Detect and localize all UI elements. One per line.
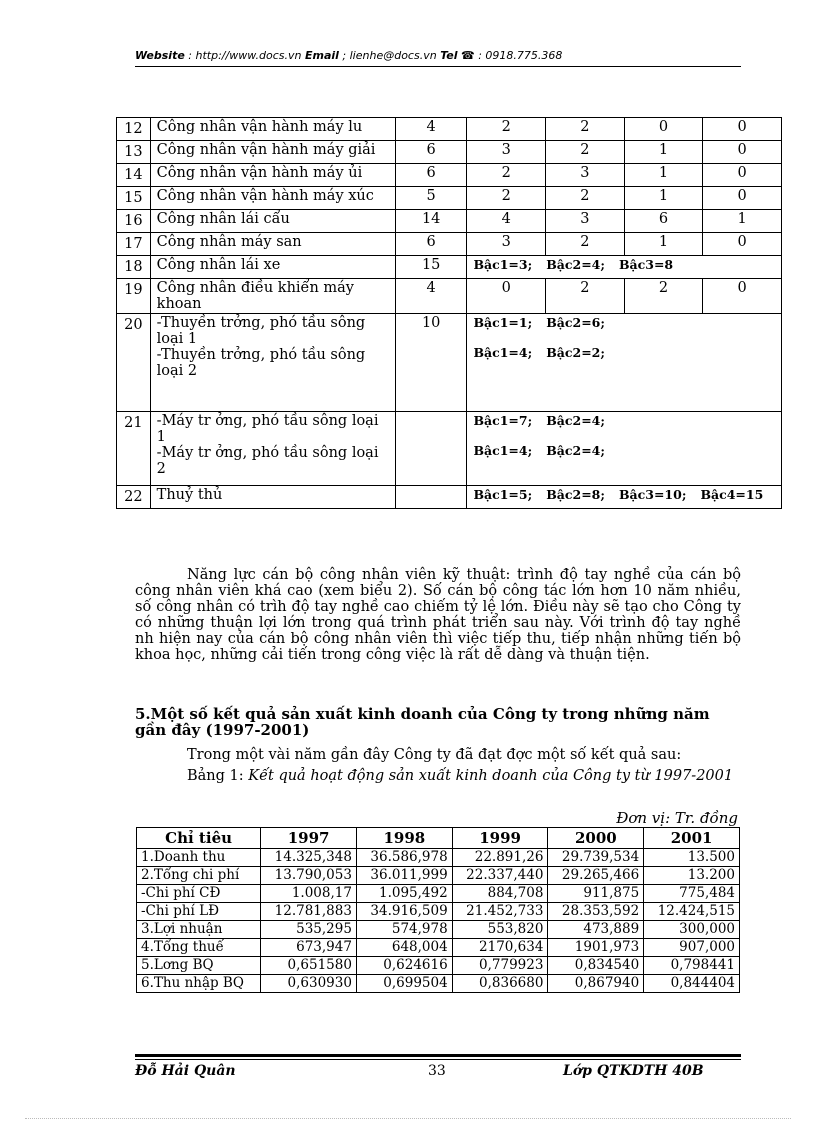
footer-rule <box>135 1054 741 1057</box>
column-header: 2000 <box>548 828 644 849</box>
table-row <box>117 164 782 187</box>
job-title: Công nhân lái xe <box>150 256 395 279</box>
total-cell: 15 <box>395 256 467 279</box>
level-1: Bậc1=1; <box>473 315 533 330</box>
job-title-line: -Máy tr ởng, phó tầu sông loại 1 <box>156 413 379 445</box>
page-number: 33 <box>428 1063 446 1079</box>
row-number: 14 <box>117 164 151 187</box>
level-cell: 3 <box>546 164 625 187</box>
value-cell: 0,624616 <box>356 957 452 975</box>
job-title <box>150 412 395 486</box>
total-cell: 14 <box>395 210 467 233</box>
level-cell: 0 <box>703 141 782 164</box>
results-table <box>136 827 740 993</box>
level-cell: 2 <box>624 279 703 314</box>
table-caption <box>135 768 741 784</box>
table-row <box>117 210 782 233</box>
value-cell: 0,834540 <box>548 957 644 975</box>
table-row <box>117 187 782 210</box>
table-row <box>137 957 740 975</box>
column-header: 2001 <box>644 828 740 849</box>
level-1: Bậc1=3; <box>473 257 533 272</box>
total-cell <box>395 412 467 486</box>
total-cell: 4 <box>395 279 467 314</box>
table-row <box>117 256 782 279</box>
tel-label: Tel <box>440 49 458 62</box>
job-title-line: -Thuyền trởng, phó tầu sông loại 2 <box>156 347 366 379</box>
row-label: 6.Thu nhập BQ <box>137 975 261 993</box>
job-title: Công nhân vận hành máy xúc <box>150 187 395 210</box>
row-label: 1.Doanh thu <box>137 849 261 867</box>
level-cell: 0 <box>703 164 782 187</box>
unit-label: Đơn vị: Tr. đồng <box>616 809 738 827</box>
page-edge-divider <box>25 1118 791 1119</box>
total-cell: 5 <box>395 187 467 210</box>
job-title: Công nhân điều khiển máy khoan <box>150 279 395 314</box>
level-summary <box>467 256 782 279</box>
level-1: Bậc1=4; <box>473 443 533 458</box>
section-heading: 5.Một số kết quả sản xuất kinh doanh của Công ty trong những năm gần đây (1997-2001) <box>135 705 710 739</box>
value-cell: 22.891,26 <box>452 849 548 867</box>
level-cell: 2 <box>467 118 546 141</box>
level-cell: 4 <box>467 210 546 233</box>
skill-level-table <box>116 117 782 509</box>
level-cell: 2 <box>546 118 625 141</box>
table-row <box>117 279 782 314</box>
column-header: 1999 <box>452 828 548 849</box>
row-number: 12 <box>117 118 151 141</box>
value-cell: 28.353,592 <box>548 903 644 921</box>
page-header <box>135 49 562 62</box>
row-label: 2.Tổng chi phí <box>137 867 261 885</box>
value-cell: 1.095,492 <box>356 885 452 903</box>
website-value[interactable]: : http://www.docs.vn <box>184 49 305 62</box>
footer-author: Đỗ Hải Quân <box>135 1063 236 1079</box>
row-label: 5.Lơng BQ <box>137 957 261 975</box>
table-header-row <box>137 828 740 849</box>
level-cell: 0 <box>703 118 782 141</box>
value-cell: 1.008,17 <box>261 885 357 903</box>
total-cell: 6 <box>395 233 467 256</box>
table-row <box>117 486 782 509</box>
row-label: 4.Tổng thuế <box>137 939 261 957</box>
total-cell: 6 <box>395 141 467 164</box>
row-label: -Chi phí LĐ <box>137 903 261 921</box>
value-cell: 0,699504 <box>356 975 452 993</box>
value-cell: 2170,634 <box>452 939 548 957</box>
value-cell: 36.586,978 <box>356 849 452 867</box>
level-cell: 6 <box>624 210 703 233</box>
value-cell: 13.200 <box>644 867 740 885</box>
level-cell: 2 <box>546 187 625 210</box>
total-cell: 10 <box>395 314 467 412</box>
intro-sentence: Trong một vài năm gần đây Công ty đã đạt đợc một số kết quả sau: <box>187 747 682 763</box>
level-cell: 2 <box>546 141 625 164</box>
level-2: Bậc2=4; <box>546 257 605 272</box>
tel-value: ☎ : 0918.775.368 <box>457 49 563 62</box>
footer-rule-thin <box>135 1059 741 1060</box>
table-row <box>137 921 740 939</box>
value-cell: 29.739,534 <box>548 849 644 867</box>
level-summary <box>467 314 782 412</box>
email-value[interactable]: ; lienhe@docs.vn <box>338 49 441 62</box>
value-cell: 13.500 <box>644 849 740 867</box>
value-cell: 0,779923 <box>452 957 548 975</box>
level-summary <box>467 486 782 509</box>
website-label: Website <box>135 49 185 62</box>
level-cell: 0 <box>703 233 782 256</box>
value-cell: 12.424,515 <box>644 903 740 921</box>
level-1: Bậc1=7; <box>473 413 533 428</box>
row-number: 22 <box>117 486 151 509</box>
level-2: Bậc2=4; <box>546 443 605 458</box>
value-cell: 574,978 <box>356 921 452 939</box>
level-cell: 2 <box>467 187 546 210</box>
value-cell: 907,000 <box>644 939 740 957</box>
level-cell: 3 <box>467 233 546 256</box>
value-cell: 13.790,053 <box>261 867 357 885</box>
value-cell: 34.916,509 <box>356 903 452 921</box>
table-row <box>117 118 782 141</box>
level-cell: 0 <box>467 279 546 314</box>
value-cell: 1901,973 <box>548 939 644 957</box>
table-row <box>137 849 740 867</box>
level-summary <box>467 412 782 486</box>
level-cell: 1 <box>624 187 703 210</box>
value-cell: 0,798441 <box>644 957 740 975</box>
level-3: Bậc3=8 <box>618 257 674 272</box>
total-cell: 6 <box>395 164 467 187</box>
level-2: Bậc2=6; <box>546 315 605 330</box>
level-cell: 2 <box>546 279 625 314</box>
level-cell: 2 <box>467 164 546 187</box>
table-row <box>137 903 740 921</box>
table-row <box>117 233 782 256</box>
job-title: Công nhân lái cẩu <box>150 210 395 233</box>
row-number: 21 <box>117 412 151 486</box>
footer-class: Lớp QTKDTH 40B <box>563 1063 704 1079</box>
row-number: 20 <box>117 314 151 412</box>
job-title: Công nhân máy san <box>150 233 395 256</box>
level-cell: 0 <box>703 279 782 314</box>
level-cell: 0 <box>703 187 782 210</box>
table-row <box>117 412 782 486</box>
value-cell: 535,295 <box>261 921 357 939</box>
row-number: 19 <box>117 279 151 314</box>
value-cell: 14.325,348 <box>261 849 357 867</box>
column-header: Chỉ tiêu <box>137 828 261 849</box>
level-2: Bậc2=4; <box>546 413 605 428</box>
table-row <box>137 867 740 885</box>
value-cell: 473,889 <box>548 921 644 939</box>
column-header: 1998 <box>356 828 452 849</box>
body-paragraph: Năng lực cán bộ công nhân viên kỹ thuật: trình độ tay nghề của cán bộ công nhân viên khá cao (xem biểu 2). Số cán bộ công tác lớn hơn 10 năm nhiều, số công nhân có trìh độ tay nghề cao chiếm tỷ lệ lớn. Điều này sẽ tạo cho Công ty có những thuận lợi lớn trong quá trình phát triển sau này. Với trình độ tay nghề nh hiện nay của cán bộ công nhân viên thì việc tiếp thu, tiếp nhận những tiến bộ khoa học, những cải tiến trong công việc là rất dễ dàng và thuận tiện. <box>135 567 741 663</box>
job-title <box>150 314 395 412</box>
total-cell <box>395 486 467 509</box>
value-cell: 0,651580 <box>261 957 357 975</box>
level-1: Bậc1=4; <box>473 345 533 360</box>
table-row <box>137 885 740 903</box>
job-title: Công nhân vận hành máy giải <box>150 141 395 164</box>
value-cell: 553,820 <box>452 921 548 939</box>
value-cell: 300,000 <box>644 921 740 939</box>
value-cell: 36.011,999 <box>356 867 452 885</box>
job-title-line: -Thuyền trởng, phó tầu sông loại 1 <box>156 315 366 347</box>
table-row <box>137 975 740 993</box>
table-row <box>117 141 782 164</box>
value-cell: 884,708 <box>452 885 548 903</box>
value-cell: 0,630930 <box>261 975 357 993</box>
job-title-line: -Máy tr ởng, phó tầu sông loại 2 <box>156 445 379 477</box>
level-4: Bậc4=15 <box>700 487 764 502</box>
caption-label: Bảng 1: <box>187 768 249 784</box>
skill-level-table-body <box>117 118 782 509</box>
email-label: Email <box>304 49 339 62</box>
table-row <box>117 314 782 412</box>
value-cell: 0,867940 <box>548 975 644 993</box>
value-cell: 21.452,733 <box>452 903 548 921</box>
value-cell: 22.337,440 <box>452 867 548 885</box>
level-cell: 1 <box>624 164 703 187</box>
value-cell: 12.781,883 <box>261 903 357 921</box>
job-title: Công nhân vận hành máy lu <box>150 118 395 141</box>
column-header: 1997 <box>261 828 357 849</box>
value-cell: 673,947 <box>261 939 357 957</box>
row-number: 18 <box>117 256 151 279</box>
caption-title: Kết quả hoạt động sản xuất kinh doanh của Công ty từ 1997-2001 <box>248 768 734 784</box>
row-number: 17 <box>117 233 151 256</box>
job-title: Thuỷ thủ <box>150 486 395 509</box>
row-label: 3.Lợi nhuận <box>137 921 261 939</box>
value-cell: 0,844404 <box>644 975 740 993</box>
level-cell: 0 <box>624 118 703 141</box>
level-cell: 1 <box>624 141 703 164</box>
value-cell: 0,836680 <box>452 975 548 993</box>
level-cell: 3 <box>467 141 546 164</box>
row-number: 15 <box>117 187 151 210</box>
level-1: Bậc1=5; <box>473 487 533 502</box>
level-cell: 3 <box>546 210 625 233</box>
level-cell: 2 <box>546 233 625 256</box>
table-row <box>137 939 740 957</box>
level-3: Bậc3=10; <box>618 487 687 502</box>
value-cell: 29.265,466 <box>548 867 644 885</box>
row-number: 16 <box>117 210 151 233</box>
header-rule <box>135 66 741 67</box>
level-cell: 1 <box>703 210 782 233</box>
row-number: 13 <box>117 141 151 164</box>
job-title: Công nhân vận hành máy ủi <box>150 164 395 187</box>
total-cell: 4 <box>395 118 467 141</box>
row-label: -Chi phí CĐ <box>137 885 261 903</box>
level-cell: 1 <box>624 233 703 256</box>
level-2: Bậc2=2; <box>546 345 605 360</box>
value-cell: 911,875 <box>548 885 644 903</box>
value-cell: 648,004 <box>356 939 452 957</box>
level-2: Bậc2=8; <box>546 487 605 502</box>
value-cell: 775,484 <box>644 885 740 903</box>
